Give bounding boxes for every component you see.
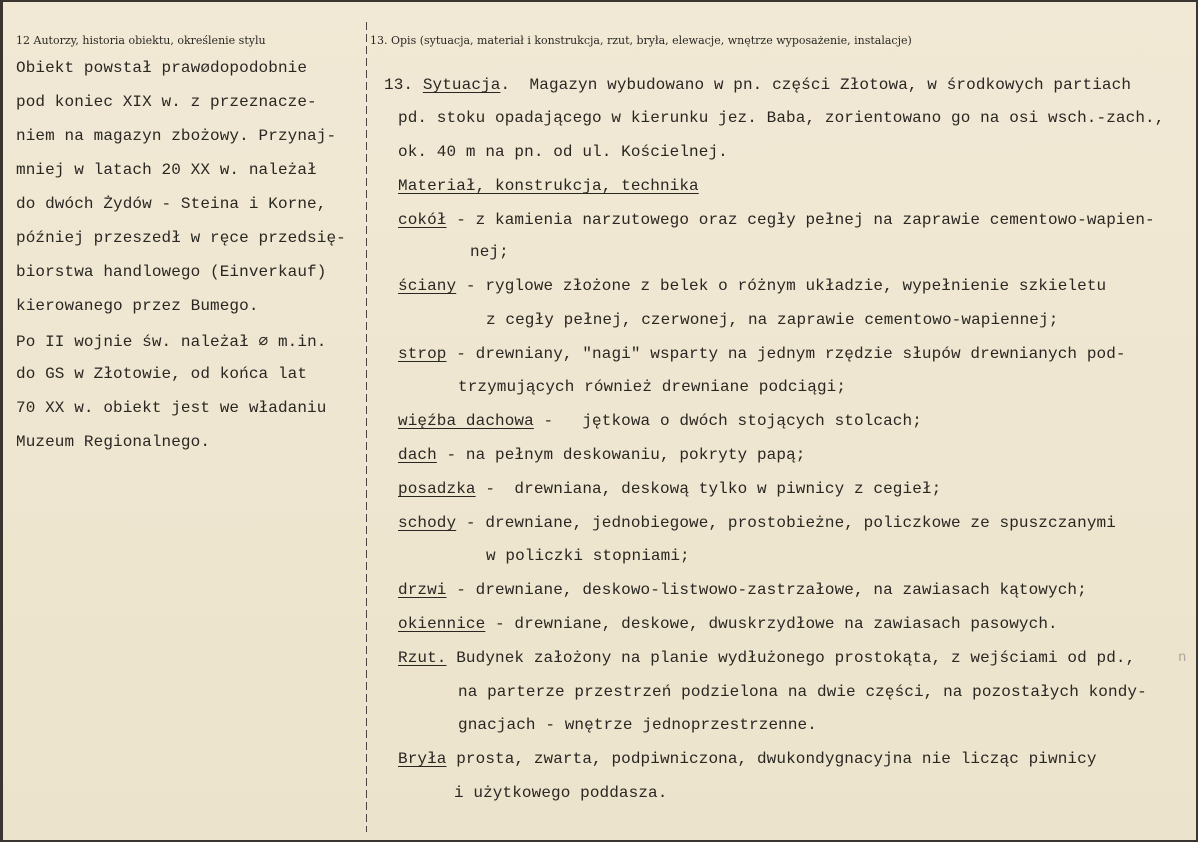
description-line	[398, 446, 805, 464]
description-text-run: prosta, zwarta, podpiwniczona, dwukondygnacyjna nie licząc piwnicy	[446, 750, 1097, 768]
description-text-run: - drewniana, deskową tylko w piwnicy z cegieł;	[475, 480, 942, 498]
description-line	[398, 750, 1097, 768]
history-line: 70 XX w. obiekt jest we władaniu	[16, 399, 327, 417]
description-line	[398, 480, 941, 498]
term-cokol: cokół	[398, 211, 447, 229]
description-line	[398, 615, 1058, 633]
description-line: i użytkowego poddasza.	[454, 784, 668, 802]
term-okiennice: okiennice	[398, 615, 486, 633]
history-line: Po II wojnie św. należał ∅ m.in.	[16, 333, 327, 351]
term-rzut: Rzut.	[398, 649, 447, 667]
description-text-run: - drewniane, jednobiegowe, prostobieżne, policzkowe ze spuszczanymi	[456, 514, 1116, 532]
description-text-run: - drewniane, deskowe, dwuskrzydłowe na zawiasach pasowych.	[485, 615, 1058, 633]
card-border-top	[0, 0, 1198, 2]
description-line	[398, 211, 1155, 229]
description-line: w policzki stopniami;	[486, 547, 690, 565]
history-line: później przeszedł w ręce przedsię-	[16, 229, 346, 247]
description-line: pd. stoku opadającego w kierunku jez. Baba, zorientowano go na osi wsch.-zach.,	[398, 109, 1165, 127]
description-text-run: - z kamienia narzutowego oraz cegły pełnej na zaprawie cementowo-wapien-	[446, 211, 1155, 229]
description-line: trzymujących również drewniane podciągi;	[458, 378, 847, 396]
description-text-run: Budynek założony na planie wydłużonego prostokąta, z wejściami od pd.,	[446, 649, 1136, 667]
history-line: do GS w Złotowie, od końca lat	[16, 365, 308, 383]
faint-mark: n	[1178, 650, 1187, 666]
history-line: do dwóch Żydów - Steina i Korne,	[16, 195, 327, 213]
description-text-run: - drewniany, "nagi" wsparty na jednym rzędzie słupów drewnianych pod-	[446, 345, 1126, 363]
description-line	[398, 345, 1126, 363]
history-line: biorstwa handlowego (Einverkauf)	[16, 263, 327, 281]
history-line: mniej w latach 20 XX w. należał	[16, 161, 317, 179]
description-text-run: - jętkowa o dwóch stojących stolcach;	[533, 412, 922, 430]
history-line: kierowanego przez Bumego.	[16, 297, 259, 315]
term-sciany: ściany	[398, 277, 457, 295]
term-dach: dach	[398, 446, 437, 464]
section-number: 13.	[384, 76, 423, 94]
term-sytuacja: Sytuacja	[422, 76, 501, 94]
term-strop: strop	[398, 345, 447, 363]
description-text-run: - ryglowe złożone z belek o różnym układzie, wypełnienie szkieletu	[456, 277, 1107, 295]
description-line: nej;	[470, 243, 509, 261]
description-line	[398, 514, 1116, 532]
term-drzwi: drzwi	[398, 581, 447, 599]
section-12-header: 12 Autorzy, historia obiektu, określenie stylu	[16, 34, 266, 47]
description-line	[398, 581, 1087, 599]
card-border-left	[0, 0, 3, 842]
description-line	[384, 76, 1131, 94]
term-schody: schody	[398, 514, 457, 532]
history-line: Muzeum Regionalnego.	[16, 433, 211, 451]
description-text-run: - na pełnym deskowaniu, pokryty papą;	[436, 446, 806, 464]
description-line	[398, 277, 1106, 295]
description-text-run: - drewniane, deskowo-listwowo-zastrzałowe, na zawiasach kątowych;	[446, 581, 1087, 599]
column-divider	[366, 22, 367, 832]
description-line: na parterze przestrzeń podzielona na dwie części, na pozostałych kondy-	[458, 683, 1147, 701]
description-line: z cegły pełnej, czerwonej, na zaprawie cementowo-wapiennej;	[486, 311, 1059, 329]
term-posadzka: posadzka	[398, 480, 476, 498]
description-line: ok. 40 m na pn. od ul. Kościelnej.	[398, 143, 728, 161]
description-line	[398, 412, 922, 430]
description-text-run: . Magazyn wybudowano w pn. części Złotowa, w środkowych partiach	[500, 76, 1132, 94]
term-bryla: Bryła	[398, 750, 447, 768]
term-wiezba: więźba dachowa	[398, 412, 534, 430]
description-line	[398, 649, 1135, 667]
history-line: pod koniec XIX w. z przeznacze-	[16, 93, 317, 111]
history-line: Obiekt powstał prawødopodobnie	[16, 59, 308, 77]
section-13-header: 13. Opis (sytuacja, materiał i konstrukcja, rzut, bryła, elewacje, wnętrze wyposażenie, instalacje)	[370, 34, 912, 47]
history-line: niem na magazyn zbożowy. Przynaj-	[16, 127, 337, 145]
term-material: Materiał, konstrukcja, technika	[398, 177, 699, 195]
description-line: gnacjach - wnętrze jednoprzestrzenne.	[458, 716, 817, 734]
